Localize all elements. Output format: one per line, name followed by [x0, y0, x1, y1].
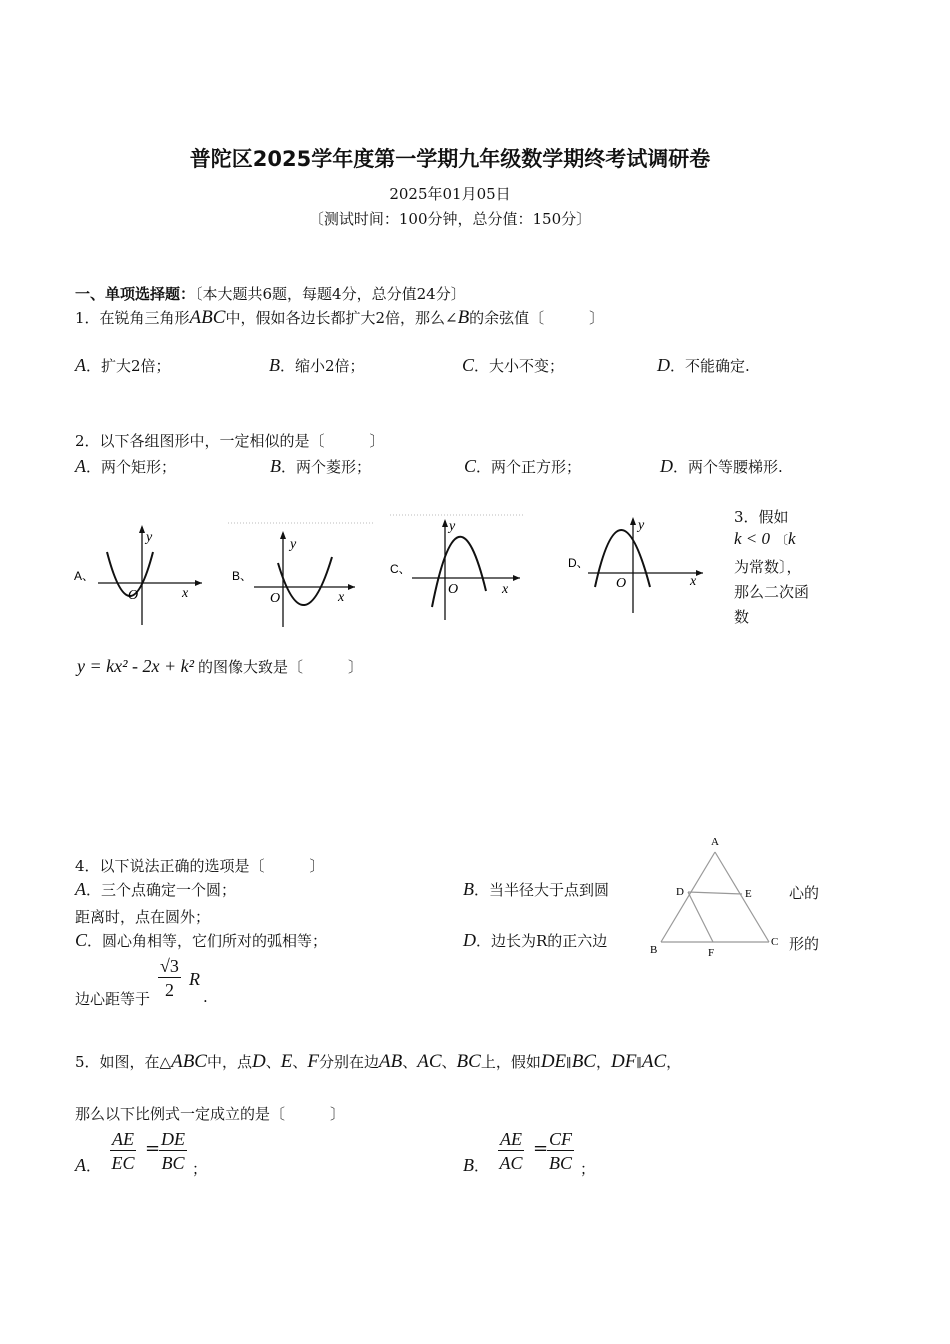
- q5-line2: 那么以下比例式一定成立的是〔 〕: [75, 1105, 346, 1123]
- graph-b-label: B、: [232, 569, 253, 583]
- fraction-numerator: AE: [112, 1129, 134, 1149]
- option-dot: ．: [474, 1157, 490, 1175]
- q5-b-equals: =: [533, 1138, 549, 1159]
- q5-option-a[interactable]: [75, 1155, 101, 1176]
- option-text: ．不能确定.: [670, 357, 750, 375]
- parabola: [278, 557, 332, 605]
- q1-option-a[interactable]: [75, 355, 171, 376]
- graph-b[interactable]: [232, 531, 355, 627]
- q5-var: DF: [611, 1051, 637, 1072]
- option-text: ．圆心角相等，它们所对的弧相等；: [87, 932, 328, 950]
- q4-option-b-cont: 距离时，点在圆外；: [75, 908, 211, 926]
- question-4: 4．以下说法正确的选项是〔 〕: [75, 857, 325, 875]
- q5-text: 分别在边: [318, 1053, 379, 1071]
- q5-b-frac2: [547, 1128, 574, 1175]
- point-d-label: D: [676, 886, 684, 898]
- section-title: 一、单项选择题：: [75, 285, 196, 303]
- origin-label: O: [616, 576, 627, 591]
- q5-var: E: [280, 1051, 293, 1072]
- side-ac: [715, 852, 769, 942]
- q3-stem-suffix: 的图像大致是〔 〕: [198, 658, 364, 676]
- q4-end: .: [203, 988, 208, 1006]
- y-label: y: [146, 530, 153, 545]
- graph-c[interactable]: [390, 519, 520, 620]
- q5-text: ，: [666, 1053, 682, 1071]
- segment-df: [688, 892, 713, 942]
- fraction-numerator: CF: [549, 1129, 573, 1149]
- point-c-label: C: [771, 936, 779, 948]
- fraction-numerator: DE: [161, 1129, 185, 1149]
- point-b-label: B: [650, 944, 658, 956]
- fraction-denominator: EC: [111, 1153, 135, 1173]
- q4-fraction: [158, 955, 181, 1002]
- option-text: ．三个点确定一个圆；: [86, 881, 237, 899]
- y-axis-arrow: [630, 517, 636, 525]
- x-label: x: [502, 582, 509, 597]
- option-letter: B: [269, 355, 280, 375]
- question-1: [75, 307, 604, 329]
- q3-stem: [77, 656, 363, 677]
- fraction-denominator: AC: [499, 1153, 523, 1173]
- q1-prefix: 1．在锐角三角形: [75, 309, 190, 327]
- q5-b-frac1: [498, 1128, 524, 1175]
- q3-k: k: [788, 529, 796, 548]
- q2-option-b[interactable]: [270, 456, 371, 477]
- q5-text: 、: [402, 1053, 418, 1071]
- option-letter: C: [75, 930, 88, 950]
- fraction-numerator: √3: [160, 956, 179, 976]
- point-f-label: F: [708, 947, 715, 959]
- option-text: ．大小不变；: [474, 357, 565, 375]
- option-letter: A: [75, 879, 86, 899]
- y-label: y: [449, 519, 456, 534]
- q5-text: 5．如图，在△: [75, 1053, 172, 1071]
- q4-option-b-tail: 心的: [789, 884, 820, 902]
- q5-var: BC: [456, 1051, 481, 1072]
- q3-condition: k < 0: [734, 529, 771, 548]
- option-letter: D: [463, 930, 476, 950]
- parallel-symbol: ∥: [636, 1056, 642, 1070]
- option-letter: A: [75, 1155, 86, 1175]
- option-text: ．缩小2倍；: [280, 357, 365, 375]
- q2-option-d[interactable]: [660, 456, 783, 477]
- q3-side-line2: [734, 529, 796, 549]
- fraction-denominator: 2: [164, 980, 174, 1000]
- y-axis-arrow: [442, 519, 448, 527]
- option-text: ．两个正方形；: [476, 458, 582, 476]
- page-title: 普陀区2025学年度第一学期九年级数学期终考试调研卷: [189, 147, 711, 171]
- q5-var: AB: [379, 1051, 403, 1072]
- q5-var: AC: [641, 1051, 667, 1072]
- section-desc: 〔本大题共6题，每题4分，总分值24分〕: [195, 285, 466, 303]
- q3-paren: 〔: [776, 533, 789, 547]
- exam-time-info: 〔测试时间：100分钟，总分值：150分〕: [308, 210, 592, 228]
- q1-option-c[interactable]: [462, 355, 564, 376]
- option-text: ．两个等腰梯形.: [673, 458, 783, 476]
- option-text: ．两个菱形；: [281, 458, 372, 476]
- option-letter: B: [463, 879, 474, 899]
- q5-option-b[interactable]: [463, 1155, 489, 1176]
- q5-a-equals: =: [145, 1138, 161, 1159]
- graph-d[interactable]: [568, 517, 703, 613]
- option-text: ．边长为R的正六边: [476, 932, 608, 950]
- option-text: ．两个矩形；: [86, 458, 177, 476]
- point-e-label: E: [745, 888, 752, 900]
- q4-option-b[interactable]: [463, 879, 609, 900]
- q5-text: 、: [292, 1053, 308, 1071]
- q5-var: DE: [540, 1051, 567, 1072]
- q3-graphs: [70, 505, 730, 645]
- x-axis-arrow: [195, 580, 202, 586]
- option-text: ．当半径大于点到圆: [474, 881, 610, 899]
- parallel-symbol: ∥: [566, 1056, 572, 1070]
- origin-label: O: [448, 582, 459, 597]
- x-axis-arrow: [696, 570, 703, 576]
- q5-text: 、: [441, 1053, 457, 1071]
- question-2: 2．以下各组图形中，一定相似的是〔 〕: [75, 432, 385, 450]
- q5-b-end: ；: [580, 1160, 596, 1178]
- q1-middle: 中，假如各边长都扩大2倍，那么∠: [225, 309, 458, 327]
- x-label: x: [690, 574, 697, 589]
- q5-text: ，: [595, 1053, 611, 1071]
- q1-triangle: ABC: [189, 307, 226, 328]
- origin-label: O: [128, 588, 139, 603]
- x-axis-arrow: [348, 584, 355, 590]
- option-letter: B: [270, 456, 281, 476]
- q4-option-d-tail: 形的: [789, 935, 820, 953]
- x-label: x: [338, 590, 345, 605]
- option-text: ．扩大2倍；: [86, 357, 171, 375]
- graph-a[interactable]: [74, 525, 202, 625]
- exam-date: 2025年01月05日: [389, 185, 511, 203]
- y-axis-arrow: [280, 531, 286, 539]
- section-heading: [75, 283, 466, 304]
- option-letter: D: [657, 355, 670, 375]
- q4-fraction-var: R: [189, 969, 200, 989]
- q3-side-line3: 为常数〕，: [734, 558, 802, 576]
- origin-label: O: [270, 591, 281, 606]
- q2-option-a[interactable]: [75, 456, 176, 477]
- q1-angle: B: [457, 307, 470, 328]
- q1-option-b[interactable]: [269, 355, 365, 376]
- q5-a-frac1: [110, 1128, 136, 1175]
- y-label: y: [290, 537, 297, 552]
- q5-var: F: [307, 1051, 319, 1072]
- option-letter: C: [462, 355, 475, 375]
- x-label: x: [182, 586, 189, 601]
- fraction-denominator: BC: [161, 1153, 185, 1173]
- graph-d-label: D、: [568, 556, 589, 570]
- triangle-figure: [645, 832, 785, 960]
- option-letter: D: [660, 456, 673, 476]
- q5-text: 中，点: [206, 1053, 252, 1071]
- q5-var: D: [252, 1051, 266, 1072]
- q5-var: BC: [571, 1051, 596, 1072]
- graph-c-label: C、: [390, 562, 411, 576]
- point-a-label: A: [711, 836, 719, 848]
- q4-option-d-cont: 边心距等于: [75, 990, 151, 1008]
- x-axis-arrow: [513, 575, 520, 581]
- fraction-numerator: AE: [500, 1129, 522, 1149]
- q1-option-d[interactable]: [657, 355, 750, 376]
- parabola: [432, 537, 486, 607]
- q5-var: AC: [417, 1051, 442, 1072]
- option-letter: A: [75, 456, 86, 476]
- q3-side-line1: 3．假如: [734, 508, 789, 526]
- q4-option-c[interactable]: [75, 930, 327, 951]
- q2-option-c[interactable]: [464, 456, 581, 477]
- q4-option-d[interactable]: [463, 930, 607, 951]
- option-letter: B: [463, 1155, 474, 1175]
- q5-a-frac2: [159, 1128, 187, 1175]
- q5-text: 、: [265, 1053, 281, 1071]
- q3-function: y = kx² - 2x + k²: [77, 656, 195, 676]
- option-letter: A: [75, 355, 86, 375]
- y-label: y: [638, 518, 645, 533]
- option-letter: C: [464, 456, 477, 476]
- q4-option-a[interactable]: [75, 879, 236, 900]
- fraction-denominator: BC: [549, 1153, 573, 1173]
- q1-suffix: 的余弦值〔 〕: [469, 309, 605, 327]
- q3-side-line4: 那么二次函: [734, 583, 810, 601]
- segment-de: [688, 892, 742, 894]
- option-dot: ．: [86, 1157, 102, 1175]
- q3-side-line5: 数: [734, 608, 750, 626]
- question-5: [75, 1051, 681, 1073]
- y-axis-arrow: [139, 525, 145, 533]
- q5-var: ABC: [171, 1051, 207, 1072]
- q5-a-end: ；: [192, 1160, 208, 1178]
- graph-a-label: A、: [74, 569, 95, 583]
- q5-text: 上，假如: [480, 1053, 541, 1071]
